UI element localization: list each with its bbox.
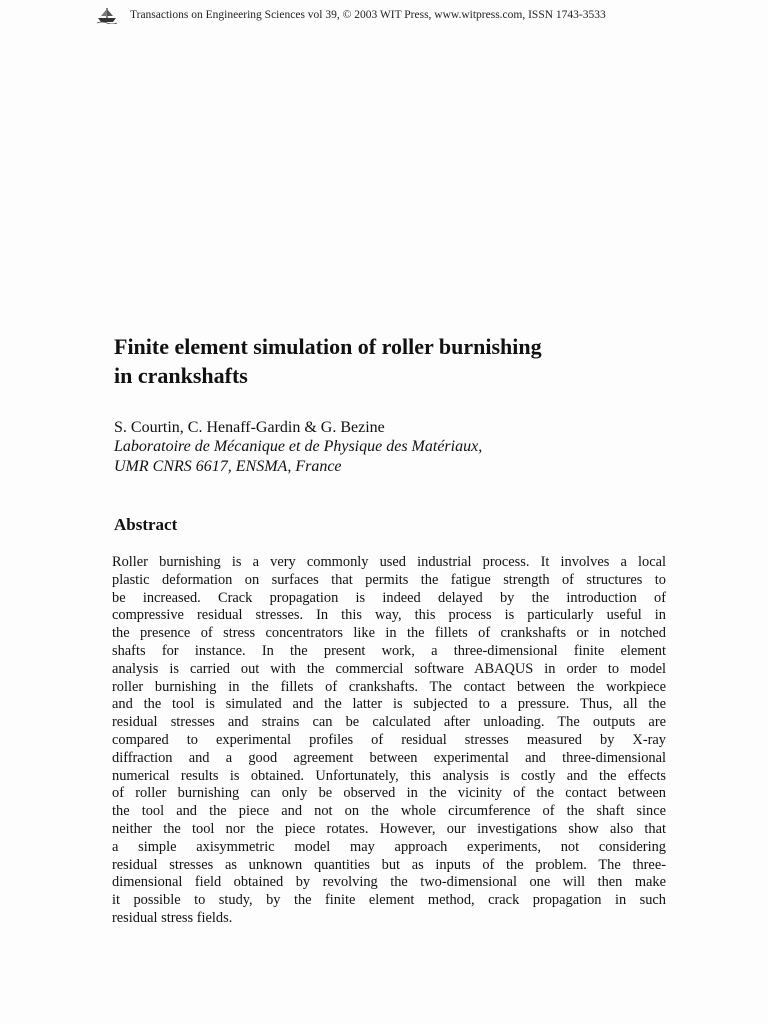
- abstract-line: of roller burnishing can only be observed in the vicinity of the contact between: [112, 785, 666, 802]
- abstract-line: compared to experimental profiles of residual stresses measured by X-ray: [112, 731, 666, 748]
- paper-authors: S. Courtin, C. Henaff-Gardin & G. Bezine: [114, 419, 385, 436]
- abstract-line: diffraction and a good agreement between experimental and three-dimensional: [112, 749, 666, 766]
- abstract-line: dimensional field obtained by revolving the two-dimensional one will then make: [112, 874, 666, 891]
- abstract-line: roller burnishing in the fillets of crankshafts. The contact between the workpiece: [112, 678, 666, 695]
- abstract-line: Roller burnishing is a very commonly used industrial process. It involves a local: [112, 554, 666, 570]
- abstract-line: be increased. Crack propagation is indeed delayed by the introduction of: [112, 589, 666, 606]
- journal-citation: Transactions on Engineering Sciences vol 39, © 2003 WIT Press, www.witpress.com, ISSN 1743-3533: [130, 9, 606, 21]
- paper-title-line-2: in crankshafts: [114, 363, 248, 388]
- abstract-body: [112, 554, 666, 928]
- paper-title: [114, 332, 714, 390]
- paper-title-line-1: Finite element simulation of roller burnishing: [114, 334, 542, 359]
- abstract-line: the tool and the piece and not on the whole circumference of the shaft since: [112, 803, 666, 820]
- abstract-line: and the tool is simulated and the latter is subjected to a pressure. Thus, all the: [112, 696, 666, 713]
- abstract-line: the presence of stress concentrators like in the fillets of crankshafts or in notched: [112, 625, 666, 642]
- affiliation-line-1: Laboratoire de Mécanique et de Physique des Matériaux,: [114, 438, 483, 455]
- abstract-line: analysis is carried out with the commercial software ABAQUS in order to model: [112, 660, 666, 677]
- abstract-line: numerical results is obtained. Unfortunately, this analysis is costly and the effects: [112, 767, 666, 784]
- abstract-line: a simple axisymmetric model may approach experiments, not considering: [112, 838, 666, 855]
- abstract-line: plastic deformation on surfaces that permits the fatigue strength of structures to: [112, 571, 666, 588]
- journal-header: [96, 5, 606, 25]
- wit-ship-logo-icon: [96, 6, 118, 24]
- abstract-line: residual stresses as unknown quantities but as inputs of the problem. The three-: [112, 856, 666, 873]
- abstract-line: residual stress fields.: [112, 909, 233, 926]
- abstract-line: neither the tool nor the piece rotates. However, our investigations show also that: [112, 820, 666, 837]
- abstract-line: compressive residual stresses. In this way, this process is particularly useful in: [112, 607, 666, 624]
- affiliation-line-2: UMR CNRS 6617, ENSMA, France: [114, 458, 342, 475]
- abstract-heading: Abstract: [114, 515, 178, 534]
- paper-affiliation: [114, 437, 482, 477]
- abstract-line: residual stresses and strains can be calculated after unloading. The outputs are: [112, 714, 666, 731]
- abstract-line: it possible to study, by the finite element method, crack propagation in such: [112, 892, 666, 909]
- abstract-line: shafts for instance. In the present work, a three-dimensional finite element: [112, 642, 666, 659]
